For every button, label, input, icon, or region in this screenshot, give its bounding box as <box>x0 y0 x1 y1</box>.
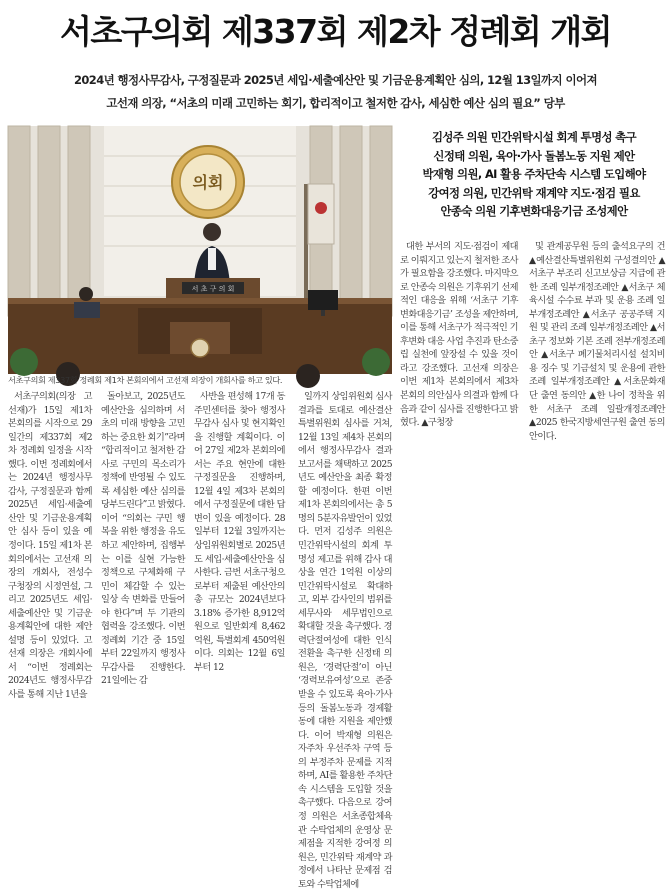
side-headline-3: 박재형 의원, AI 활용 주차단속 시스템 도입해야 <box>422 167 646 181</box>
article-column-2 <box>101 390 185 687</box>
article-column-6 <box>529 240 665 572</box>
side-headlines <box>400 128 668 221</box>
side-headline-5: 안종숙 의원 기후변화대응기금 조성제안 <box>440 204 628 218</box>
article-column-4 <box>298 390 392 890</box>
article-column-1 <box>8 390 92 701</box>
photo-caption: 서초구의회 제337회 정례회 제1차 본회의에서 고선재 의장이 개회사를 하고 있다. <box>8 375 283 385</box>
article-text-6: 및 관계공무원 등의 출석요구의 건 ▲예산결산특별위원회 구성결의안 ▲서초구 부조리 신고보상금 지급에 관한 조례 일부개정조례안 ▲서초구 체육시설 수수료 부과 및 운용 조례 일부개정조례안 ▲서초구 공공주택 지원 및 관리 조례 일부개정조례안 ▲서초구 정보화 기본 조례 전부개정조례안 ▲서초구 폐기물처리시설 설치비용 징수 및 기금설치 및 운용에 관한 조례 일부개정조례안 ▲서초문화재단 출연 동의안 ▲한 나이 정착을 위한 서초구 조례 일괄개정조례안 ▲2025 한국지방세연구원 출연 동의안이다. <box>529 241 665 442</box>
article-text-1: 서초구의회(의장 고선재)가 15일 제1차 본회의를 시작으로 29일간의 제337회 제2차 정례회 일정을 시작했다. 이번 정례회에서는 2024년 행정사무감사, 구정질문과 함께 2025년 세입·세출예산안 및 기금운용계획안 심사 등이 있을 예정이다. 15일 제1차 본회의에서는 고선재 의장의 개회사, 전성수 구청장의 시정연설, 그리고 2025년도 세입·세출예산안 및 기금운용계획안에 대한 제안설명 등이 있었다. 고선재 의장은 개회사에서 “이번 정례회는 2024년도 행정사무감사를 통해 지난 1년을 <box>8 391 92 701</box>
side-headline-1: 김성주 의원 민간위탁시설 회계 투명성 촉구 <box>431 130 637 144</box>
headline: 서초구의회 제337회 제2차 정례회 개회 <box>59 12 612 51</box>
article-text-3: 사반을 편성해 17개 동 주민센터를 찾아 행정사무감사 심사 및 현지확인을 진행할 계획이다. 이어 27일 제2차 본회의에서는 주요 현안에 대한 구정질문을 진행하며, 12월 4일 제3차 본회의에서 구정질문에 대한 답변이 있을 예정이다. 28일부터 12월 3일까지는 상임위원회별로 2025년도 세입·세출예산안을 심사한다. 금번 서초구청으로부터 제출된 예산안의 총 규모는 2024년보다 3.18% 증가한 8,912억원으로 일반회계 8,462억원, 특별회계 450억원이다. 의회는 12월 6일부터 12 <box>194 391 285 673</box>
podium-nameplate: 서 초 구 의 회 <box>191 285 235 293</box>
side-headline-4: 강여정 의원, 민간위탁 재계약 지도·점검 필요 <box>428 185 640 200</box>
article-text-5: 대한 부서의 지도·점검이 제대로 이뤄지고 있는지 철저한 조사가 필요함을 강조했다. 마지막으로 안종숙 의원은 기후위기 선제적인 대응을 위해 ‘서초구 기후변화대응기금’ 조성을 제안하며, 이를 통해 서초구가 적극적인 기후변화 대응 사업 추진과 탄소중립 실천에 앞장설 수 있을 것이라고 강조했다. 고선재 의장은 이번 제1차 본회의에서 제3차 본회의 의안심사 의결과 함께 다음과 같이 심사를 진행한다고 밝혔다. ▲구청장 <box>400 241 518 429</box>
subheadline-line-2: 고선재 의장, “서초의 미래 고민하는 회기, 합리적이고 철저한 감사, 세심한 예산 심의 필요” 당부 <box>106 96 565 110</box>
article-text-2: 돌아보고, 2025년도 예산안을 심의하며 서초의 미래 방향을 고민하는 중요한 회기”라며 “합리적이고 철저한 감사로 구민의 목소리가 정책에 반영될 수 있도록 세심한 예산 심의를 당부드린다”고 밝혔다. 이어 “의회는 구민 행복을 위한 행정을 유도하고 제안하며, 집행부는 이를 실현 가능한 정책으로 구체화해 구민이 체감할 수 있는 일상 속 변화를 만들어야 한다”며 두 기관의 협력을 강조했다. 이번 정례회 기간 중 15일부터 22일까지 행정사무감사를 진행한다. 21일에는 감 <box>101 391 185 687</box>
emblem-text: 의회 <box>192 173 224 192</box>
council-emblem <box>172 146 244 218</box>
subheadline-line-1: 2024년 행정사무감사, 구정질문과 2025년 세입·세출예산안 및 기금운용계획안 심의, 12월 13일까지 이어져 <box>74 73 597 87</box>
article-column-5 <box>400 240 518 572</box>
council-session-photo <box>8 126 392 374</box>
article-text-4: 일까지 상임위원회 심사결과를 토대로 예산결산특별위원회 심사를 거쳐, 12월 13일 제4차 본회의에서 행정사무감사 결과보고서를 채택하고 2025년도 예산안을 최종 확정할 예정이다. 한편 이번 제1차 본회의에서는 총 5명의 5분자유발언이 있었다. 먼저 김성주 의원은 민간위탁시설의 회계 투명성 제고를 위해 감사 대상을 연간 1억원 이상의 민간위탁시설로 확대하고, 외부 감사인의 범위를 세무사와 세무법인으로 확대할 것을 촉구했다. 경력단절여성에 대한 인식 전환을 촉구한 신정태 의원은, ‘경력단절’이 아닌 ‘경력보유여성’으로 존중받을 수 있도록 육아·가사 등의 돌봄노동과 경제활동에 대한 지원을 제안했다. 이어 박재형 의원은 자주차 우선주차 구역 등의 부정주차 문제를 지적하며, AI를 활용한 주차단속 시스템을 도입할 것을 촉구했다. 다음으로 강여정 의원은 서초종합체육관 수탁업체의 운영상 문제점을 지적한 강여정 의원은, 민간위탁 재계약 과정에서 나타난 문제점 검토와 수탁업체에 <box>298 391 392 890</box>
article-column-3 <box>194 390 285 673</box>
side-headline-2: 신정태 의원, 육아·가사 돌봄노동 지원 제안 <box>433 148 635 163</box>
